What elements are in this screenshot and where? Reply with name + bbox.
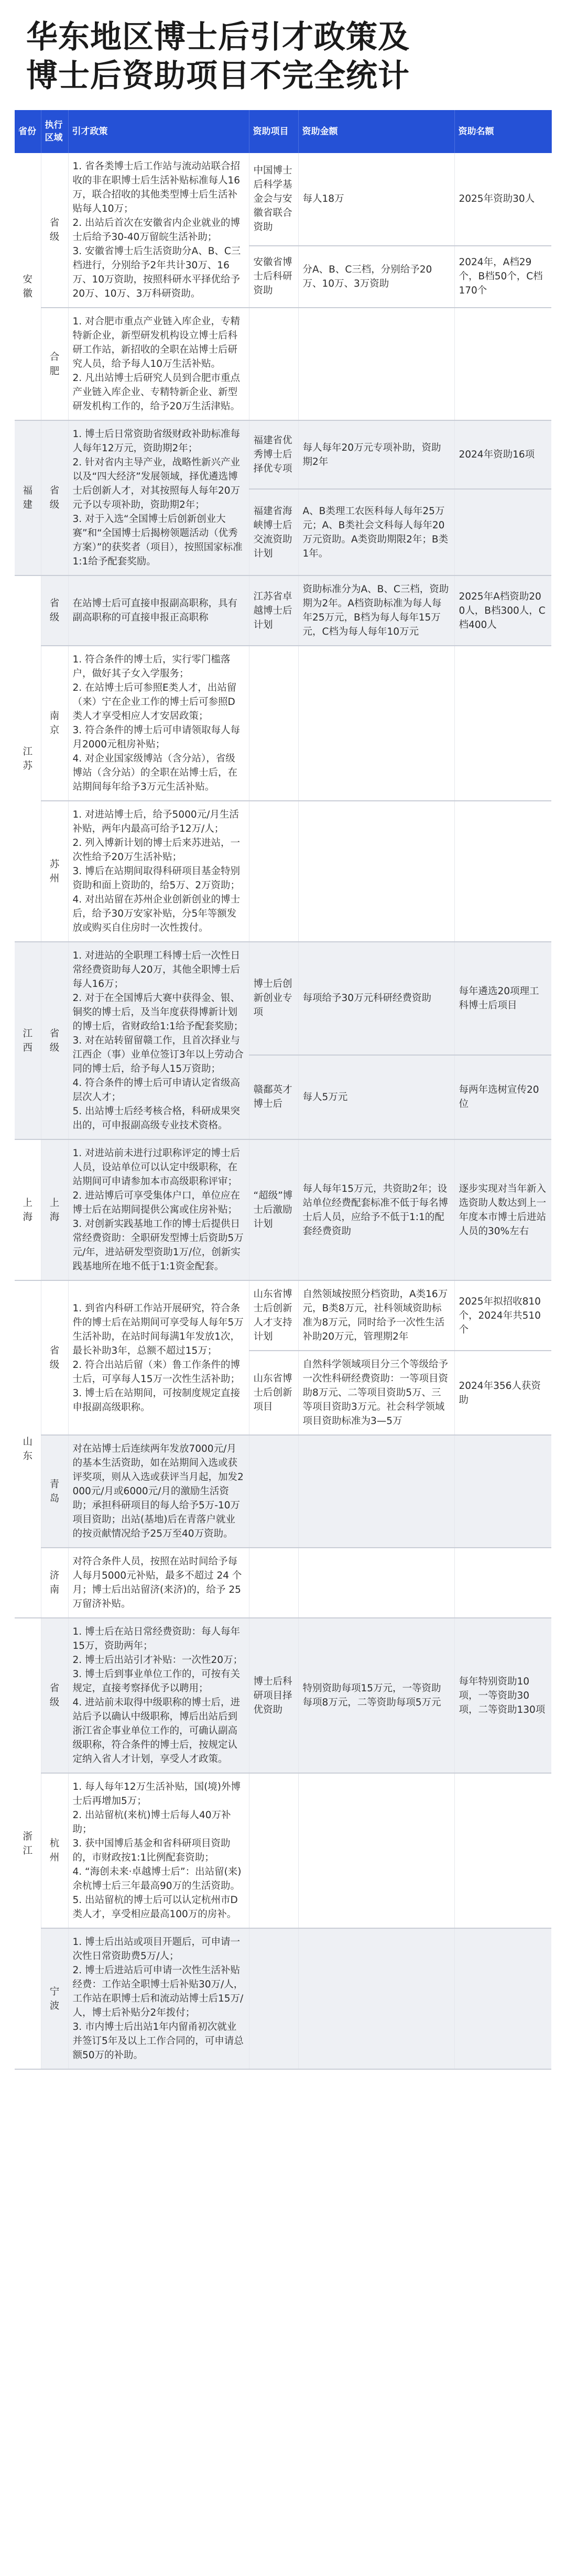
table-row xyxy=(15,942,551,1055)
region-cell: 青岛 xyxy=(41,1435,68,1548)
table-body xyxy=(15,153,551,2069)
table-row xyxy=(15,1139,551,1280)
region-cell: 合肥 xyxy=(41,308,68,420)
policy-cell: 1. 每人每年12万生活补贴，国(境)外博士后再增加5万； 2. 出站留杭(来杭)博士后每人40万补助； 3. 获中国博后基金和省科研项目资助的，市财政按1:1比例配套资助； 4. “海创未来·卓越博士后”：出站留(来)余杭博士后三年最高90万的生活资助。 5. 出站留杭的博士后可以认定杭州市D类人才，享受相应最高100万的房补。 xyxy=(68,1773,249,1928)
table-row xyxy=(15,420,551,489)
project-quota-cell: 每年遴选20项理工科博士后项目 xyxy=(454,942,551,1055)
header-amount: 资助金额 xyxy=(298,110,454,153)
policy-table xyxy=(15,110,552,2070)
project-quota-cell xyxy=(454,1773,551,1928)
table-row xyxy=(15,1928,551,2069)
region-cell: 省级 xyxy=(41,1280,68,1435)
policy-cell: 1. 对进站博士后，给予5000元/月生活补贴，两年内最高可给予12万/人； 2. 列入博新计划的博士后来苏进站，一次性给予20万生活补贴； 3. 博后在站期间取得科研项目基金特别资助和面上资助的，给5万、2万资助； 4. 对出站留在苏州企业创新创业的博士后，给予30万安家补贴，分5年等额发放或购买自住房时一次性拨付。 xyxy=(68,801,249,942)
project-amount-cell xyxy=(298,646,454,801)
project-quota-cell xyxy=(454,1548,551,1618)
project-amount-cell: 每人每年20万元专项补助，资助期2年 xyxy=(298,420,454,489)
province-cell: 江苏 xyxy=(15,575,41,942)
project-name-cell: 福建省海峡博士后交流资助计划 xyxy=(249,489,298,575)
province-cell: 浙江 xyxy=(15,1618,41,2069)
project-amount-cell: 资助标准分为A、B、C三档，资助期为2年。A档资助标准为每人每年25万元，B档为每人每年15万元，C档为每人每年10万元 xyxy=(298,575,454,646)
project-quota-cell xyxy=(454,1435,551,1548)
table-row xyxy=(15,1435,551,1548)
header-policy: 引才政策 xyxy=(68,110,249,153)
table-row xyxy=(15,575,551,646)
project-amount-cell xyxy=(298,308,454,420)
project-name-cell xyxy=(249,801,298,942)
policy-cell: 对符合条件人员，按照在站时间给予每人每月5000元补贴，最多不超过 24 个月；博士后出站留济(来济)的，给予 25 万留济补贴。 xyxy=(68,1548,249,1618)
table-row xyxy=(15,801,551,942)
project-quota-cell xyxy=(454,1928,551,2069)
table-row xyxy=(15,1618,551,1773)
region-cell: 济南 xyxy=(41,1548,68,1618)
project-name-cell: 山东省博士后创新项目 xyxy=(249,1351,298,1435)
title-block xyxy=(0,0,566,110)
project-quota-cell: 每两年选树宣传20位 xyxy=(454,1055,551,1139)
project-quota-cell: 2024年，A档29个，B档50个，C档170个 xyxy=(454,246,551,308)
table-row xyxy=(15,153,551,246)
header-province: 省份 xyxy=(15,110,41,153)
project-amount-cell: 每人18万 xyxy=(298,153,454,246)
policy-cell: 1. 博士后在站日常经费资助：每人每年15万，资助两年； 2. 博士后出站引才补贴：一次性20万； 3. 博士后到事业单位工作的，可按有关规定，直接考察择优予以聘用； 4. 进站前未取得中级职称的博士后，进站后予以确认中级职称，博后出站后到浙江省企事业单位工作的，可确认副高级职称，符合条件的博士后，按规定认定纳入省人才计划，享受人才政策。 xyxy=(68,1618,249,1773)
project-name-cell xyxy=(249,1548,298,1618)
province-cell: 山东 xyxy=(15,1280,41,1618)
project-name-cell: 博士后科研项目择优资助 xyxy=(249,1618,298,1773)
project-amount-cell xyxy=(298,1928,454,2069)
project-amount-cell xyxy=(298,1773,454,1928)
project-quota-cell: 2025年资助30人 xyxy=(454,153,551,246)
header-region: 执行区域 xyxy=(41,110,68,153)
project-amount-cell xyxy=(298,1548,454,1618)
project-name-cell xyxy=(249,646,298,801)
project-quota-cell: 2024年356人获资助 xyxy=(454,1351,551,1435)
project-quota-cell xyxy=(454,801,551,942)
project-quota-cell xyxy=(454,489,551,575)
table-header-row xyxy=(15,110,551,153)
project-name-cell: 博士后创新创业专项 xyxy=(249,942,298,1055)
region-cell: 上海 xyxy=(41,1139,68,1280)
region-cell: 省级 xyxy=(41,153,68,308)
project-name-cell: 江苏省卓越博士后计划 xyxy=(249,575,298,646)
region-cell: 省级 xyxy=(41,575,68,646)
project-name-cell: 安徽省博士后科研资助 xyxy=(249,246,298,308)
header-quota: 资助名额 xyxy=(454,110,551,153)
project-amount-cell: 每项给予30万元科研经费资助 xyxy=(298,942,454,1055)
page-title-line-2: 博士后资助项目不完全统计 xyxy=(26,58,410,94)
project-name-cell xyxy=(249,1773,298,1928)
policy-cell: 1. 到省内科研工作站开展研究，符合条件的博士后在站期间可享受每人每年5万生活补助，在站时间每满1年发放1次，最长补助3年，总额不超过15万； 2. 符合出站后留（来）鲁工作条件的博士后，可享每人15万一次性生活补助； 3. 博士后在站期间，可按制度规定直接申报副高级职称。 xyxy=(68,1280,249,1435)
project-amount-cell: 分A、B、C三档，分别给予20万、10万、3万资助 xyxy=(298,246,454,308)
region-cell: 省级 xyxy=(41,420,68,575)
region-cell: 杭州 xyxy=(41,1773,68,1928)
project-amount-cell: A、B类理工农医科每人每年25万元；A、B类社会文科每人每年20万元资助。A类资助期限2年；B类1年。 xyxy=(298,489,454,575)
project-amount-cell: 特别资助每项15万元，一等资助每项8万元，二等资助每项5万元 xyxy=(298,1618,454,1773)
project-quota-cell: 每年特别资助10项，一等资助30项，二等资助130项 xyxy=(454,1618,551,1773)
policy-cell: 1. 对合肥市重点产业链入库企业，专精特新企业，新型研发机构设立博士后科研工作站，新招收的全职在站博士后研究人员，给予每人10万生活补贴。 2. 凡出站博士后研究人员到合肥市重点产业链入库企业、专精特新企业、新型研发机构工作的，给予20万生活津贴。 xyxy=(68,308,249,420)
region-cell: 南京 xyxy=(41,646,68,801)
project-name-cell: 福建省优秀博士后择优专项 xyxy=(249,420,298,489)
province-cell: 安徽 xyxy=(15,153,41,420)
province-cell: 福建 xyxy=(15,420,41,575)
policy-cell: 1. 博士后出站或项目开题后，可申请一次性日常资助费5万/人； 2. 博士后进站后可申请一次性生活补贴经费：工作站全职博士后补贴30万/人，工作站在职博士后和流动站博士后15万/人，博士后补贴分2年拨付； 3. 市内博士后出站1年内留甬初次就业并签订5年及以上工作合同的，可申请总额50万的补助。 xyxy=(68,1928,249,2069)
policy-cell: 1. 对进站前未进行过职称评定的博士后人员，设站单位可以认定中级职称，在站期间可申请参加本市高级职称评审； 2. 进站博后可享受集体户口，单位应在博士后在站期间提供公寓或住房补贴； 3. 对创新实践基地工作的博士后提供日常经费资助：全职研发型博士后资助5万元/年，进站研发型资助1万/位，创新实践基地所在地不低于1:1资金配套。 xyxy=(68,1139,249,1280)
page-title-line-1: 华东地区博士后引才政策及 xyxy=(26,19,410,56)
policy-cell: 1. 符合条件的博士后，实行零门槛落户，做好其子女入学服务； 2. 在站博士后可参照E类人才，出站留（来）宁在企业工作的博士后可参照D类人才享受相应人才安居政策； 3. 符合条件的博士后可申请领取每人每月2000元租房补贴； 4. 对企业国家级博站（含分站），省级博站（含分站）的全职在站博士后，在站期间每年给予3万元生活补贴。 xyxy=(68,646,249,801)
region-cell: 苏州 xyxy=(41,801,68,942)
project-name-cell: “超级”博士后激励计划 xyxy=(249,1139,298,1280)
table-row xyxy=(15,646,551,801)
project-name-cell xyxy=(249,1928,298,2069)
project-name-cell: 赣鄱英才博士后 xyxy=(249,1055,298,1139)
project-quota-cell: 2025年A档资助200人，B档300人，C档400人 xyxy=(454,575,551,646)
project-name-cell xyxy=(249,308,298,420)
policy-cell: 在站博士后可直接申报副高职称，具有副高职称的可直接申报正高职称 xyxy=(68,575,249,646)
table-row xyxy=(15,1280,551,1351)
project-quota-cell xyxy=(454,308,551,420)
project-quota-cell: 2024年资助16项 xyxy=(454,420,551,489)
region-cell: 省级 xyxy=(41,1618,68,1773)
project-amount-cell xyxy=(298,801,454,942)
policy-cell: 对在站博士后连续两年发放7000元/月的基本生活资助，如在站期间入选或获评奖项，则从入选或获评当月起，加发2000元/月或6000元/月的激励生活资助；承担科研项目的每人给予5万-10万项目资助；出站(基地)后在青落户就业的按贡献情况给予25万至40万资助。 xyxy=(68,1435,249,1548)
project-amount-cell: 每人每年15万元，共资助2年；设站单位经费配套标准不低于每名博士后人员，应给予不低于1:1的配套经费资助 xyxy=(298,1139,454,1280)
project-name-cell xyxy=(249,1435,298,1548)
table-row xyxy=(15,1773,551,1928)
project-quota-cell xyxy=(454,646,551,801)
project-name-cell: 中国博士后科学基金会与安徽省联合资助 xyxy=(249,153,298,246)
project-amount-cell: 自然领域按照分档资助，A类16万元，B类8万元，社科领域资助标准为8万元，同时给予一次性生活补助20万元，管理期2年 xyxy=(298,1280,454,1351)
region-cell: 宁波 xyxy=(41,1928,68,2069)
header-project: 资助项目 xyxy=(249,110,298,153)
policy-cell: 1. 省各类博士后工作站与流动站联合招收的非在职博士后生活补贴标准每人16万，联合招收的其他类型博士后生活补贴每人10万； 2. 出站后首次在安徽省内企业就业的博士后给予30-40万留皖生活补助； 3. 安徽省博士后生活资助分A、B、C三档进行，分别给予2年共计30万、16万、10万资助，按照科研水平择优给予20万、10万、3万科研资助。 xyxy=(68,153,249,308)
province-cell: 上海 xyxy=(15,1139,41,1280)
region-cell: 省级 xyxy=(41,942,68,1139)
policy-cell: 1. 对进站的全职理工科博士后一次性日常经费资助每人20万，其他全职博士后每人16万； 2. 对于在全国博后大赛中获得金、银、铜奖的博士后，及当年度获得博新计划的博士后，省财政给1:1给予配套奖励； 3. 对在站转留留赣工作，且首次择业与江西企（事）业单位签订3年以上劳动合同的博士后，给予每人15万资助； 4. 符合条件的博士后可申请认定省级高层次人才； 5. 出站博士后经考核合格，科研成果突出的，可申报副高级专业技术资格。 xyxy=(68,942,249,1139)
project-amount-cell: 自然科学领域项目分三个等级给予一次性科研经费资助：一等项目资助8万元、二等项目资助5万、三等项目资助3万元。社会科学领域项目资助标准为3—5万 xyxy=(298,1351,454,1435)
project-quota-cell: 2025年拟招收810个，2024年共510个 xyxy=(454,1280,551,1351)
policy-cell: 1. 博士后日常资助省级财政补助标准每人每年12万元，资助期2年； 2. 针对省内主导产业，战略性新兴产业以及“四大经济”发展领域，择优遴选博士后创新人才，对其按照每人每年20万元予以专项补助，资助期2年； 3. 对于入选“全国博士后创新创业大赛”和“全国博士后揭榜领题活动（优秀方案）”的获奖者（项目），按照国家标准1:1给予配套奖励。 xyxy=(68,420,249,575)
table-row xyxy=(15,308,551,420)
table-row xyxy=(15,1548,551,1618)
project-quota-cell: 逐步实现对当年新入选资助人数达到上一年度本市博士后进站人员的30%左右 xyxy=(454,1139,551,1280)
project-amount-cell xyxy=(298,1435,454,1548)
project-name-cell: 山东省博士后创新人才支持计划 xyxy=(249,1280,298,1351)
project-amount-cell: 每人5万元 xyxy=(298,1055,454,1139)
province-cell: 江西 xyxy=(15,942,41,1139)
